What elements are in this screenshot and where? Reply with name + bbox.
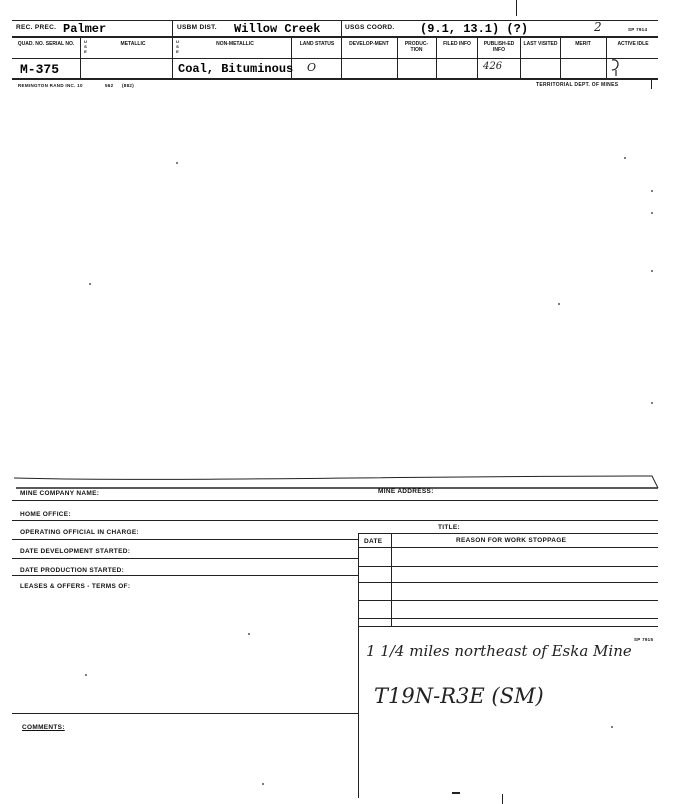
speck xyxy=(89,283,91,285)
speck xyxy=(611,726,613,728)
checkmark-icon xyxy=(606,56,626,78)
rule xyxy=(12,713,358,714)
divider xyxy=(391,533,392,626)
rule xyxy=(12,36,658,38)
speck xyxy=(651,212,653,214)
printer-label: REMINGTON RAND INC. 10 xyxy=(18,83,83,88)
land-status-value: O xyxy=(307,61,317,74)
speck xyxy=(176,162,178,164)
rule xyxy=(12,78,658,80)
merit-header: MERIT xyxy=(575,41,591,47)
rule xyxy=(12,539,358,540)
scan-mark xyxy=(502,794,503,804)
production-header: PRODUC-TION xyxy=(404,41,429,53)
code-1: 562 xyxy=(105,83,114,88)
speck xyxy=(624,157,626,159)
mine-company-name-label: MINE COMPANY NAME: xyxy=(20,490,100,497)
code-2: (882) xyxy=(122,83,135,88)
published-info-header: PUBLISH-ED INFO xyxy=(483,41,515,53)
divider xyxy=(341,20,342,37)
scan-mark xyxy=(516,0,517,16)
active-idle-header: ACTIVE IDLE xyxy=(617,41,649,47)
scan-mark xyxy=(452,792,460,794)
usgs-coord-label: USGS COORD. xyxy=(345,24,395,31)
divider xyxy=(172,20,173,37)
leases-label: LEASES & OFFERS - TERMS OF: xyxy=(20,583,131,590)
divider xyxy=(560,37,561,78)
scan-mark xyxy=(651,80,652,89)
date-production-label: DATE PRODUCTION STARTED: xyxy=(20,567,125,574)
rule xyxy=(12,20,658,21)
usbm-dist-value: Willow Creek xyxy=(234,22,321,36)
card-edge xyxy=(12,468,662,492)
divider xyxy=(520,37,521,78)
title-label: TITLE: xyxy=(438,524,461,531)
quad-serial-header xyxy=(16,41,76,47)
home-office-label: HOME OFFICE: xyxy=(20,511,71,518)
rule xyxy=(358,618,658,619)
speck xyxy=(262,783,264,785)
use-code-1: U S E xyxy=(84,39,87,54)
rule xyxy=(12,58,658,59)
development-header: DEVELOP-MENT xyxy=(349,41,389,47)
date-development-label: DATE DEVELOPMENT STARTED: xyxy=(20,548,131,555)
date-column-header: DATE xyxy=(364,538,383,545)
rule xyxy=(12,500,658,501)
quad-no-header: QUAD. NO. xyxy=(17,41,45,47)
rule xyxy=(12,575,358,576)
speck xyxy=(651,190,653,192)
usbm-dist-label: USBM DIST. xyxy=(177,24,217,31)
handwritten-location-note: 1 1/4 miles northeast of Eska Mine xyxy=(366,642,632,660)
form-number: SP 7914 xyxy=(628,27,648,32)
rule xyxy=(358,533,658,534)
last-visited-header: LAST VISITED xyxy=(523,41,558,47)
operating-official-label: OPERATING OFFICIAL IN CHARGE: xyxy=(20,529,139,536)
handwritten-township-note: T19N-R3E (SM) xyxy=(374,684,544,708)
rec-prec-value: Palmer xyxy=(63,22,107,36)
rule xyxy=(358,600,658,601)
speck xyxy=(558,303,560,305)
quad-serial-value: M-375 xyxy=(20,62,60,77)
rule xyxy=(12,520,658,521)
metallic-header: METALLIC xyxy=(120,41,146,47)
filed-info-header: FILED INFO xyxy=(443,41,471,47)
published-info-value: 426 xyxy=(483,61,503,72)
reason-column-header: REASON FOR WORK STOPPAGE xyxy=(456,537,567,544)
divider xyxy=(397,37,398,78)
non-metallic-value: Coal, Bituminous xyxy=(178,62,294,76)
mine-address-label: MINE ADDRESS: xyxy=(378,488,434,495)
divider xyxy=(358,533,359,798)
divider xyxy=(477,37,478,78)
speck xyxy=(248,633,250,635)
form-number-bottom: SP 7915 xyxy=(634,637,654,642)
comments-label: COMMENTS: xyxy=(22,724,65,731)
divider xyxy=(172,37,173,78)
land-status-header: LAND STATUS xyxy=(299,41,335,47)
usgs-coord-value: (9.1, 13.1) (?) xyxy=(420,22,529,36)
speck xyxy=(85,674,87,676)
use-code-2: U S E xyxy=(176,39,179,54)
non-metallic-header: NON-METALLIC xyxy=(216,41,254,47)
rule xyxy=(12,558,358,559)
speck xyxy=(651,270,653,272)
serial-no-header: SERIAL NO. xyxy=(45,41,75,47)
rule xyxy=(358,582,658,583)
speck xyxy=(651,402,653,404)
divider xyxy=(436,37,437,78)
divider xyxy=(80,37,81,78)
rule xyxy=(358,547,658,548)
divider xyxy=(341,37,342,78)
rule xyxy=(358,626,658,627)
corner-mark: 2 xyxy=(594,20,602,34)
rule xyxy=(358,566,658,567)
dept-label: TERRITORIAL DEPT. OF MINES xyxy=(536,82,619,88)
rec-prec-label: REC. PREC. xyxy=(16,24,57,31)
